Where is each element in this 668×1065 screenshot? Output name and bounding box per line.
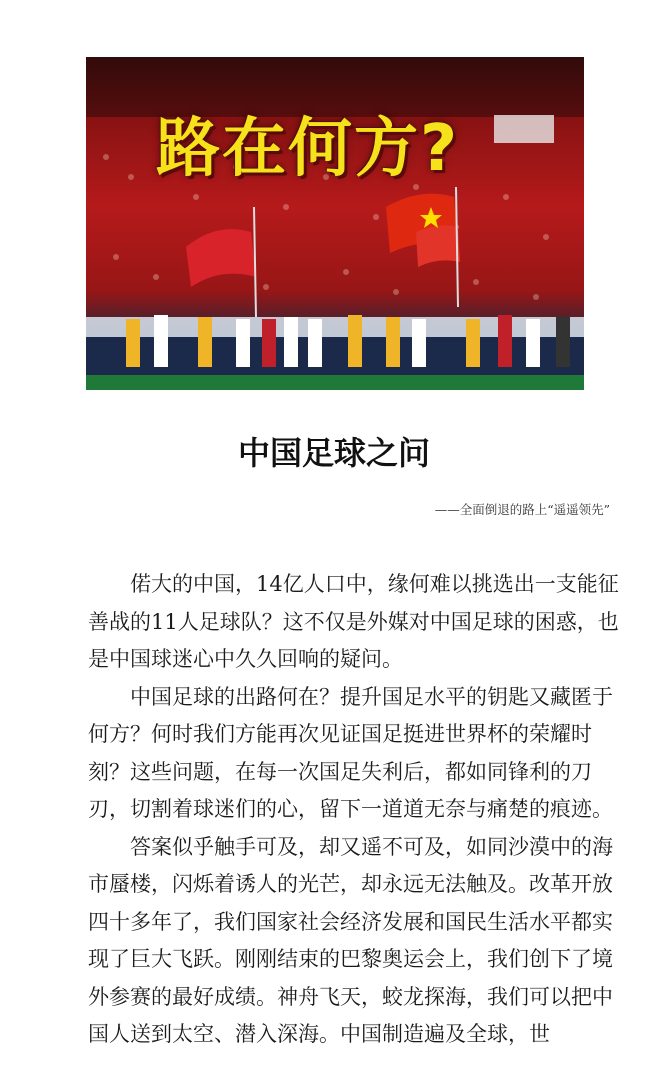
article-body bbox=[88, 566, 628, 1054]
article-title: 中国足球之问 bbox=[237, 434, 430, 472]
paragraph: 中国足球的出路何在？提升国足水平的钥匙又藏匿于何方？何时我们方能再次见证国足挺进世界杯的荣耀时刻？这些问题，在每一次国足失利后，都如同锋利的刀刃，切割着球迷们的心，留下一道道无奈与痛楚的痕迹。 bbox=[88, 684, 613, 821]
paragraph: 答案似乎触手可及，却又遥不可及，如同沙漠中的海市蜃楼，闪烁着诱人的光芒，却永远无法触及。改革开放四十多年了，我们国家社会经济发展和国民生活水平都实现了巨大飞跃。刚刚结束的巴黎奥运会上，我们创下了境外参赛的最好成绩。神舟飞天，蛟龙探海，我们可以把中国人送到太空、潜入深海。中国制造遍及全球，世 bbox=[88, 834, 613, 1046]
hero-photo bbox=[86, 57, 584, 390]
hero-headline: 路在何方? bbox=[156, 112, 460, 186]
paragraph: 偌大的中国，14亿人口中，缘何难以挑选出一支能征善战的11人足球队？这不仅是外媒对中国足球的困惑，也是中国球迷心中久久回响的疑问。 bbox=[88, 572, 619, 671]
article-subtitle: ——全面倒退的路上“遥遥领先” bbox=[434, 502, 610, 517]
